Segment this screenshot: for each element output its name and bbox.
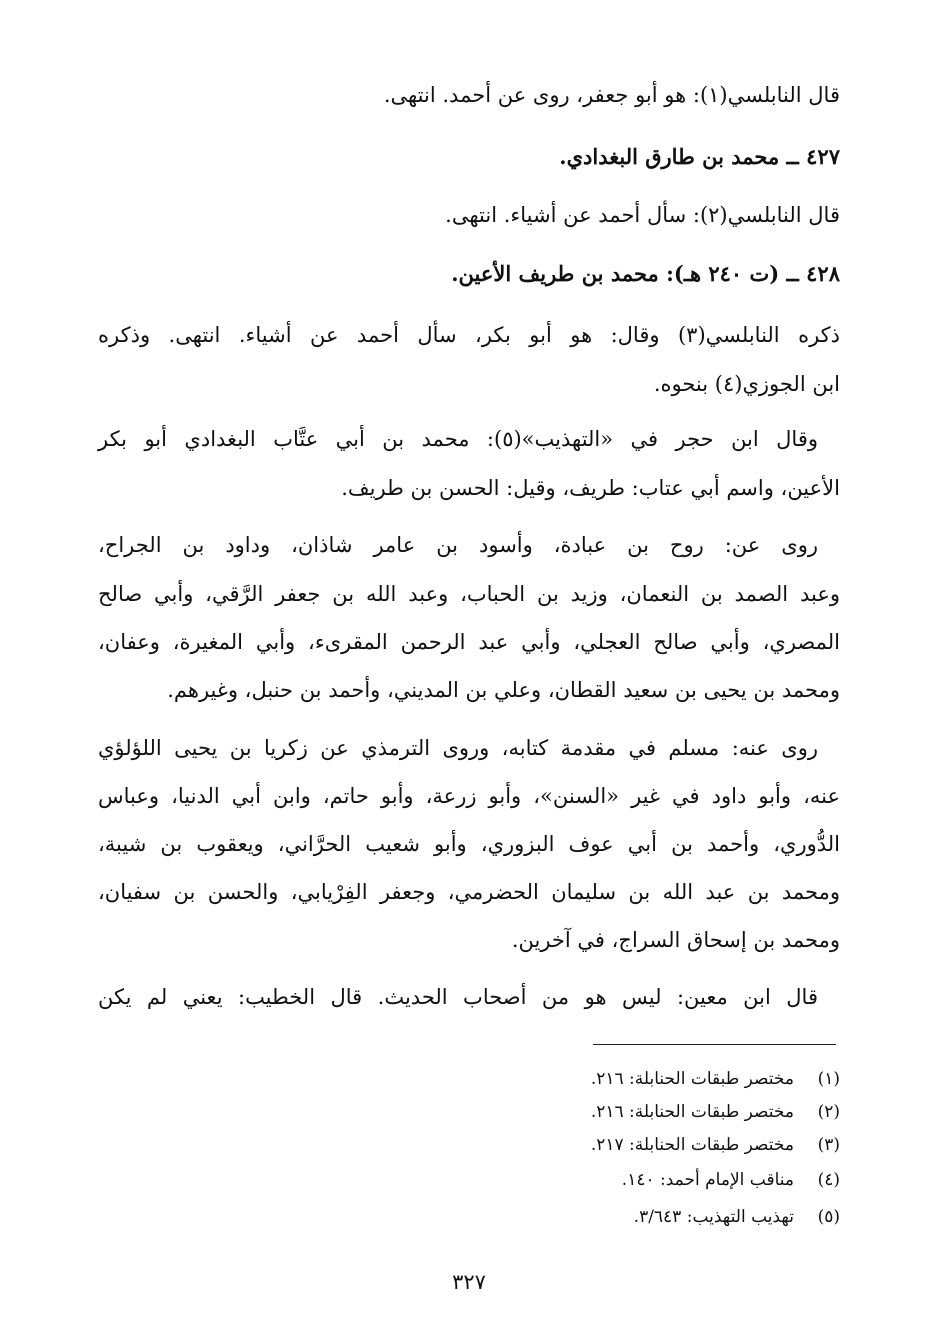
text-line: قال النابلسي(٢): سأل أحمد عن أشياء. انتهى. bbox=[445, 203, 840, 227]
paragraph-line: ابن الجوزي(٤) بنحوه. bbox=[653, 372, 840, 396]
text-line: قال النابلسي(١): هو أبو جعفر، روى عن أحمد. انتهى. bbox=[383, 83, 840, 107]
page-number: ٣٢٧ bbox=[452, 1270, 486, 1294]
footnote-number: (٤) bbox=[817, 1170, 840, 1190]
paragraph-line: وقال ابن حجر في «التهذيب»(٥): محمد بن أبي عتَّاب البغدادي أبو بكر bbox=[98, 427, 818, 451]
paragraph-line: المصري، وأبي صالح العجلي، وأبي عبد الرحمن المقرىء، وأبي المغيرة، وعفان، bbox=[98, 630, 840, 654]
paragraph-line: الدُّوري، وأحمد بن أبي عوف البزوري، وأبو شعيب الحرَّاني، ويعقوب بن شيبة، bbox=[98, 832, 840, 856]
footnote bbox=[591, 1099, 840, 1125]
footnote bbox=[634, 1204, 840, 1230]
footnote-number: (٢) bbox=[817, 1102, 840, 1122]
footnote-number: (٣) bbox=[817, 1135, 840, 1155]
paragraph-line: ومحمد بن إسحاق السراج، في آخرين. bbox=[511, 928, 840, 952]
footnote-number: (١) bbox=[817, 1069, 840, 1089]
footnote bbox=[591, 1132, 840, 1158]
footnote-text: مختصر طبقات الحنابلة: ٢١٦. bbox=[590, 1102, 794, 1122]
footnote bbox=[622, 1167, 840, 1193]
footnote-text: مناقب الإمام أحمد: ١٤٠. bbox=[621, 1170, 794, 1190]
footnote-separator bbox=[593, 1044, 836, 1045]
paragraph-line: ومحمد بن يحيى بن سعيد القطان، وعلي بن المديني، وأحمد بن حنبل، وغيرهم. bbox=[167, 678, 840, 702]
paragraph-line: ومحمد بن عبد الله بن سليمان الحضرمي، وجعفر الفِرْيابي، والحسن بن سفيان، bbox=[98, 880, 840, 904]
paragraph-line: روى عن: روح بن عبادة، وأسود بن عامر شاذان، وداود بن الجراح، bbox=[98, 533, 818, 557]
paragraph-line: قال ابن معين: ليس هو من أصحاب الحديث. قال الخطيب: يعني لم يكن bbox=[98, 985, 818, 1009]
footnote-text: مختصر طبقات الحنابلة: ٢١٦. bbox=[590, 1069, 794, 1089]
footnote bbox=[591, 1066, 840, 1092]
footnote-text: مختصر طبقات الحنابلة: ٢١٧. bbox=[590, 1135, 794, 1155]
entry-heading-427: ٤٢٧ ــ محمد بن طارق البغدادي. bbox=[559, 144, 840, 169]
footnote-number: (٥) bbox=[817, 1207, 840, 1227]
paragraph-line: الأعين، واسم أبي عتاب: طريف، وقيل: الحسن بن طريف. bbox=[341, 476, 840, 500]
paragraph-line: عنه، وأبو داود في غير «السنن»، وأبو زرعة، وأبو حاتم، وابن أبي الدنيا، وعباس bbox=[98, 784, 840, 808]
footnote-text: تهذيب التهذيب: ٣/٦٤٣. bbox=[633, 1207, 794, 1227]
entry-heading-428: ٤٢٨ ــ (ت ٢٤٠ هـ): محمد بن طريف الأعين. bbox=[451, 261, 840, 286]
paragraph-line: ذكره النابلسي(٣) وقال: هو أبو بكر، سأل أحمد عن أشياء. انتهى. وذكره bbox=[98, 323, 841, 347]
paragraph-line: وعبد الصمد بن النعمان، وزيد بن الحباب، وعبد الله بن جعفر الرَّقي، وأبي صالح bbox=[98, 582, 840, 606]
paragraph-line: روى عنه: مسلم في مقدمة كتابه، وروى الترمذي عن زكريا بن يحيى اللؤلؤي bbox=[98, 736, 818, 760]
